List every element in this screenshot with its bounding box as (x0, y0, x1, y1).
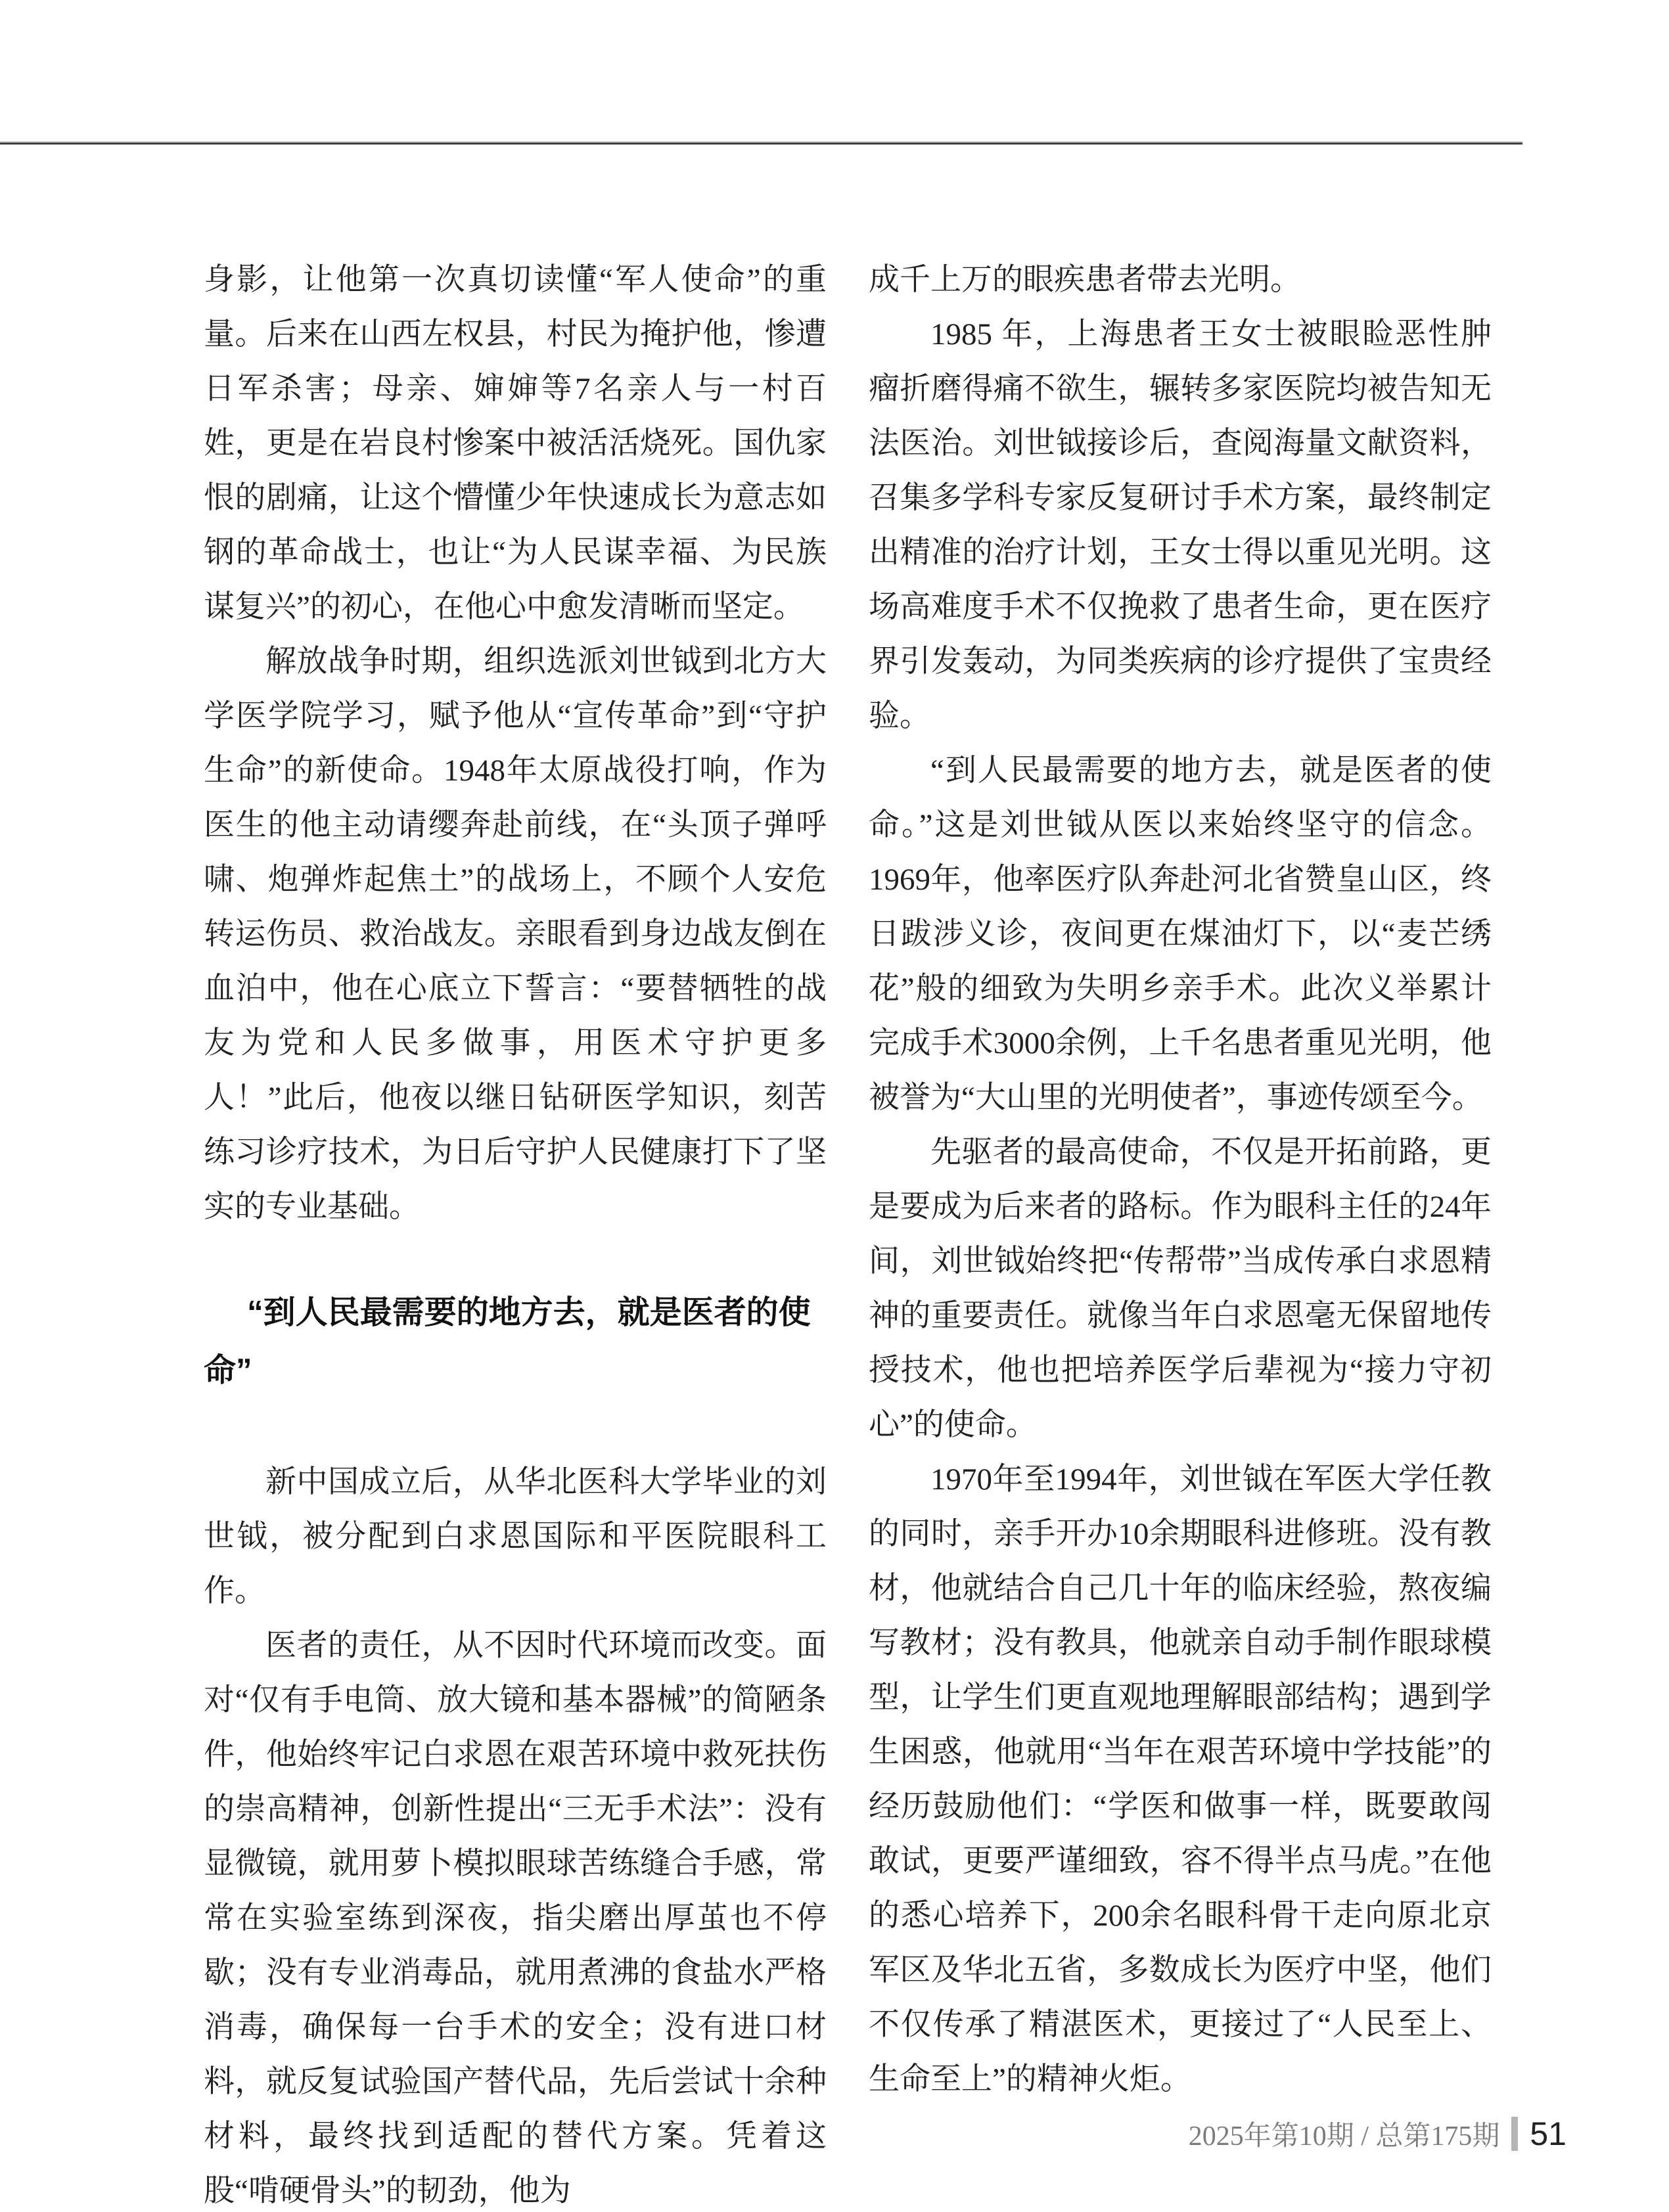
issue-info: 2025年第10期 / 总第175期 (1188, 2121, 1500, 2152)
section-heading: “到人民最需要的地方去，就是医者的使命” (204, 1295, 811, 1388)
paragraph: “到人民最需要的地方去，就是医者的使命。”这是刘世钺从医以来始终坚守的信念。1969年，他率医疗队奔赴河北省赞皇山区，终日跋涉义诊，夜间更在煤油灯下，以“麦芒绣花”般的细致为失明乡亲手术。此次义举累计完成手术3000余例，上千名患者重见光明，他被誉为“大山里的光明使者”，事迹传颂至今。 (869, 754, 1492, 1115)
page-footer (869, 2114, 1566, 2154)
text-column-right (869, 253, 1492, 2107)
paragraph: 1970年至1994年，刘世钺在军医大学任教的同时，亲手开办10余期眼科进修班。没有教材，他就结合自己几十年的临床经验，熬夜编写教材；没有教具，他就亲自动手制作眼球模型，让学生们更直观地理解眼部结构；遇到学生困惑，他就用“当年在艰苦环境中学技能”的经历鼓励他们：“学医和做事一样，既要敢闯敢试，更要严谨细致，容不得半点马虎。”在他的悉心培养下，200余名眼科骨干走向原北京军区及华北五省，多数成长为医疗中坚，他们不仅传承了精湛医术，更接过了“人民至上、生命至上”的精神火炬。 (869, 1462, 1492, 2096)
paragraph: 新中国成立后，从华北医科大学毕业的刘世钺，被分配到白求恩国际和平医院眼科工作。 (204, 1465, 827, 1608)
paragraph: 1985 年，上海患者王女士被眼睑恶性肿瘤折磨得痛不欲生，辗转多家医院均被告知无法医治。刘世钺接诊后，查阅海量文献资料，召集多学科专家反复研讨手术方案，最终制定出精准的治疗计划，王女士得以重见光明。这场高难度手术不仅挽救了患者生命，更在医疗界引发轰动，为同类疾病的诊疗提供了宝贵经验。 (869, 317, 1492, 733)
paragraph: 解放战争时期，组织选派刘世钺到北方大学医学院学习，赋予他从“宣传革命”到“守护生命”的新使命。1948年太原战役打响，作为医生的他主动请缨奔赴前线，在“头顶子弹呼啸、炮弹炸起焦土”的战场上，不顾个人安危转运伤员、救治战友。亲眼看到身边战友倒在血泊中，他在心底立下誓言：“要替牺牲的战友为党和人民多做事，用医术守护更多人！”此后，他夜以继日钻研医学知识，刻苦练习诊疗技术，为日后守护人民健康打下了坚实的专业基础。 (204, 644, 827, 1224)
paragraph: 身影，让他第一次真切读懂“军人使命”的重量。后来在山西左权县，村民为掩护他，惨遭日军杀害；母亲、婶婶等7名亲人与一村百姓，更是在岩良村惨案中被活活烧死。国仇家恨的剧痛，让这个懵懂少年快速成长为意志如钢的革命战士，也让“为人民谋幸福、为民族谋复兴”的初心，在他心中愈发清晰而坚定。 (204, 263, 827, 624)
paragraph: 医者的责任，从不因时代环境而改变。面对“仅有手电筒、放大镜和基本器械”的简陋条件，他始终牢记白求恩在艰苦环境中救死扶伤的崇高精神，创新性提出“三无手术法”：没有显微镜，就用萝卜模拟眼球苦练缝合手感，常常在实验室练到深夜，指尖磨出厚茧也不停歇；没有专业消毒品，就用煮沸的食盐水严格消毒，确保每一台手术的安全；没有进口材料，就反复试验国产替代品，先后尝试十余种材料，最终找到适配的替代方案。凭着这股“啃硬骨头”的韧劲，他为 (204, 1629, 827, 2208)
footer-divider-bar (1511, 2117, 1518, 2151)
paragraph: 先驱者的最高使命，不仅是开拓前路，更是要成为后来者的路标。作为眼科主任的24年间，刘世钺始终把“传帮带”当成传承白求恩精神的重要责任。就像当年白求恩毫无保留地传授技术，他也把培养医学后辈视为“接力守初心”的使命。 (869, 1135, 1492, 1442)
header-rule (0, 141, 1522, 145)
paragraph: 成千上万的眼疾患者带去光明。 (869, 263, 1301, 297)
text-column-left (204, 253, 827, 2212)
page-number: 51 (1530, 2115, 1566, 2152)
